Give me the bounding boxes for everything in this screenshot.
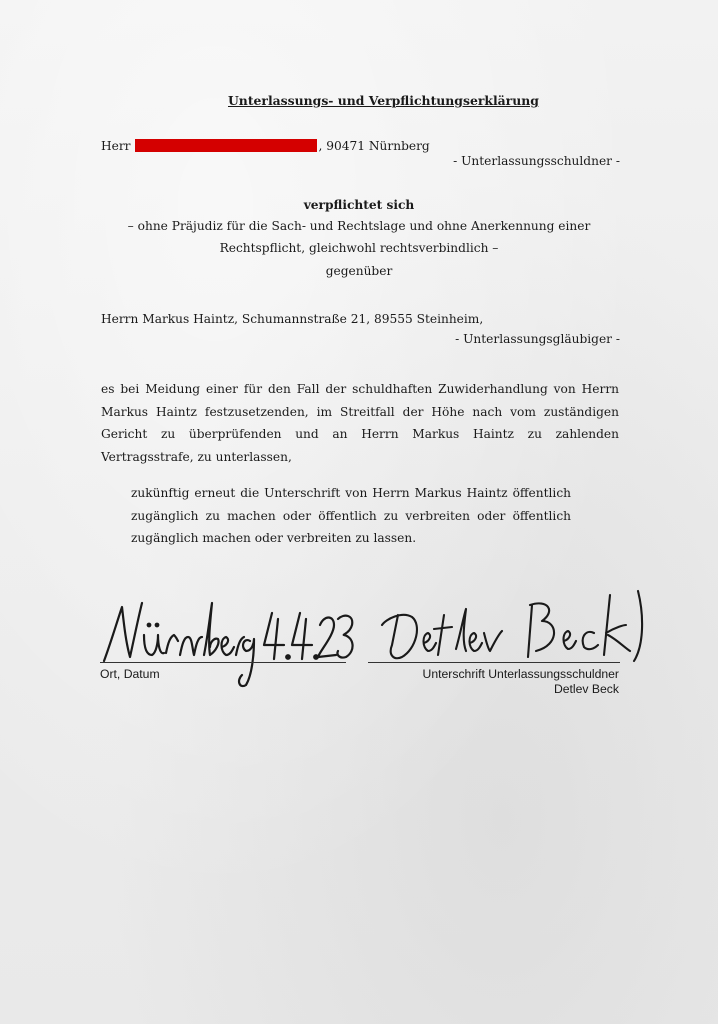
- obligation-line-4: gegenüber: [325, 264, 393, 278]
- creditor-role: - Unterlassungsgläubiger -: [455, 332, 620, 346]
- redaction-bar: [135, 139, 317, 152]
- main-paragraph: es bei Meidung einer für den Fall der schuldhaften Zuwiderhandlung von Herrn Markus Haintz festzusetzenden, im Streitfall der Höhe nach vom zuständigen Gericht zu überprüfenden und an Herrn Markus Haintz zu zahlenden Vertragsstrafe, zu unterlassen,: [101, 382, 619, 464]
- place-date-label: Ort, Datum: [100, 667, 160, 681]
- creditor-line: Herrn Markus Haintz, Schumannstraße 21, 89555 Steinheim,: [101, 312, 484, 326]
- debtor-role: - Unterlassungsschuldner -: [453, 154, 620, 168]
- signer-name: Detlev Beck: [553, 682, 619, 696]
- obligation-line-3: Rechtspflicht, gleichwohl rechtsverbindlich –: [219, 241, 499, 255]
- signature-line: [368, 662, 620, 663]
- signature-label: Unterschrift Unterlassungsschuldner: [422, 667, 619, 681]
- place-date-line: [100, 662, 346, 663]
- debtor-prefix: Herr: [101, 139, 131, 153]
- obligation-line-2: – ohne Präjudiz für die Sach- und Rechtslage und ohne Anerkennung einer: [127, 219, 591, 233]
- document-title: Unterlassungs- und Verpflichtungserklärung: [228, 93, 539, 108]
- debtor-line: [101, 139, 430, 154]
- undertaking-paragraph: zukünftig erneut die Unterschrift von Herrn Markus Haintz öffentlich zugänglich zu machen oder öffentlich zu verbreiten oder öffentlich zugänglich machen oder verbreiten zu lassen.: [131, 486, 571, 545]
- obligation-heading: verpflichtet sich: [303, 198, 415, 212]
- debtor-address: , 90471 Nürnberg: [318, 139, 430, 153]
